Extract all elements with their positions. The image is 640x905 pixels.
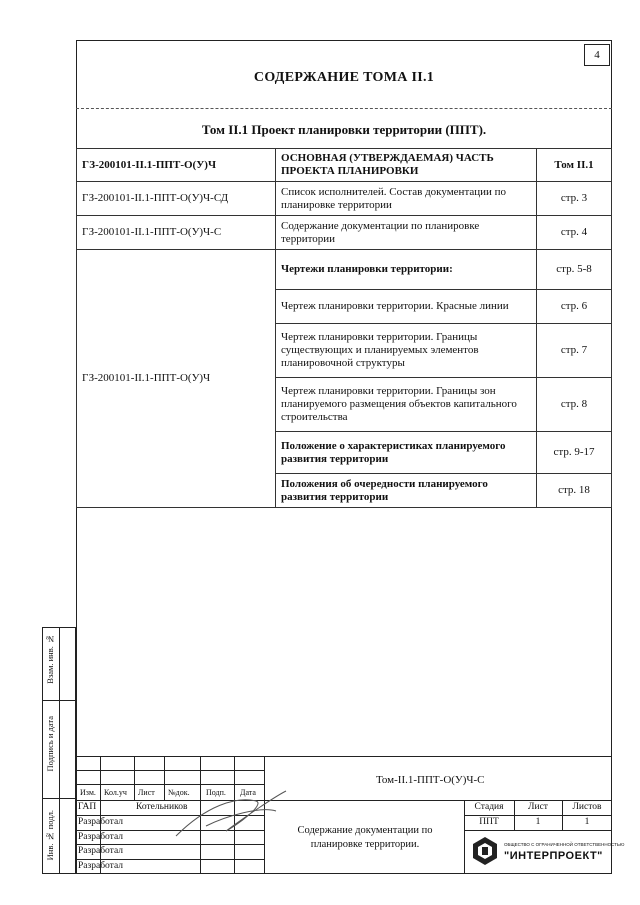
col-podp: Подп. — [206, 788, 226, 797]
row-page: стр. 6 — [537, 290, 612, 324]
row-desc: Чертеж планировки территории. Красные линии — [276, 290, 537, 324]
org-legal-form: ОБЩЕСТВО С ОГРАНИЧЕННОЙ ОТВЕТСТВЕННОСТЬЮ — [504, 842, 625, 847]
list-value: 1 — [535, 817, 541, 827]
page-title: СОДЕРЖАНИЕ ТОМА II.1 — [253, 70, 435, 85]
doc-code: Том-II.1-ППТ-О(У)Ч-С — [376, 774, 485, 786]
row-page: стр. 3 — [537, 182, 612, 216]
left-stamp-divider — [43, 700, 75, 701]
row-page: стр. 8 — [537, 378, 612, 432]
podpis-label: Подпись и дата — [45, 716, 55, 772]
stadia-label: Стадия — [474, 802, 504, 812]
header-desc: ОСНОВНАЯ (УТВЕРЖДАЕМАЯ) ЧАСТЬ ПРОЕКТА ПЛАНИРОВКИ — [276, 149, 537, 182]
doc-name-line1: Содержание документации по — [297, 825, 433, 836]
group-code: ГЗ-200101-II.1-ППТ-О(У)Ч — [77, 250, 276, 508]
row-page: стр. 18 — [537, 474, 612, 508]
row-desc: Список исполнителей. Состав документации по планировке территории — [276, 182, 537, 216]
org-name: "ИНТЕРПРОЕКТ" — [504, 850, 603, 862]
row-code: ГЗ-200101-II.1-ППТ-О(У)Ч-С — [77, 216, 276, 250]
listov-value: 1 — [584, 817, 590, 827]
left-stamp — [42, 627, 76, 874]
col-ndok: №док. — [168, 788, 190, 797]
row-desc: Положение о характеристиках планируемого развития территории — [276, 432, 537, 474]
role-razrabotal: Разработал — [78, 846, 123, 856]
col-data: Дата — [240, 788, 256, 797]
header-page: Том II.1 — [537, 149, 612, 182]
doc-name-line2: планировке территории. — [310, 839, 420, 850]
row-desc: Содержание документации по планировке территории — [276, 216, 537, 250]
gap-name: Котельников — [136, 802, 188, 812]
row-page: стр. 4 — [537, 216, 612, 250]
row-page: стр. 5-8 — [537, 250, 612, 290]
row-page: стр. 7 — [537, 324, 612, 378]
inv-label: Инв. № подл. — [45, 810, 55, 861]
list-label: Лист — [528, 802, 548, 812]
role-gap: ГАП — [78, 802, 97, 812]
left-stamp-divider — [43, 798, 75, 799]
role-razrabotal: Разработал — [78, 861, 123, 871]
divider — [76, 108, 612, 109]
col-list: Лист — [138, 788, 155, 797]
contents-table — [76, 148, 612, 508]
title-block — [76, 756, 625, 874]
table-row — [77, 216, 612, 250]
header-code: ГЗ-200101-II.1-ППТ-О(У)Ч — [77, 149, 276, 182]
row-page: стр. 9-17 — [537, 432, 612, 474]
listov-label: Листов — [572, 802, 602, 812]
row-desc: Положения об очередности планируемого развития территории — [276, 474, 537, 508]
row-desc: Чертежи планировки территории: — [276, 250, 537, 290]
row-desc: Чертеж планировки территории. Границы существующих и планируемых элементов планировочной структуры — [276, 324, 537, 378]
role-razrabotal: Разработал — [78, 817, 123, 827]
vzam-label: Взам. инв. № — [45, 634, 55, 684]
left-stamp-divider — [59, 628, 60, 873]
table-row — [77, 182, 612, 216]
table-row — [77, 250, 612, 290]
row-desc: Чертеж планировки территории. Границы зон планируемого размещения объектов капитального строительства — [276, 378, 537, 432]
role-razrabotal: Разработал — [78, 832, 123, 842]
col-izm: Изм. — [80, 788, 96, 797]
page-number: 4 — [584, 44, 610, 66]
volume-subtitle: Том II.1 Проект планировки территории (ППТ). — [201, 122, 487, 137]
col-koluch: Кол.уч — [104, 788, 127, 797]
stadia-value: ППТ — [479, 817, 499, 827]
company-logo-icon — [472, 836, 498, 866]
table-header-row — [77, 149, 612, 182]
row-code: ГЗ-200101-II.1-ППТ-О(У)Ч-СД — [77, 182, 276, 216]
